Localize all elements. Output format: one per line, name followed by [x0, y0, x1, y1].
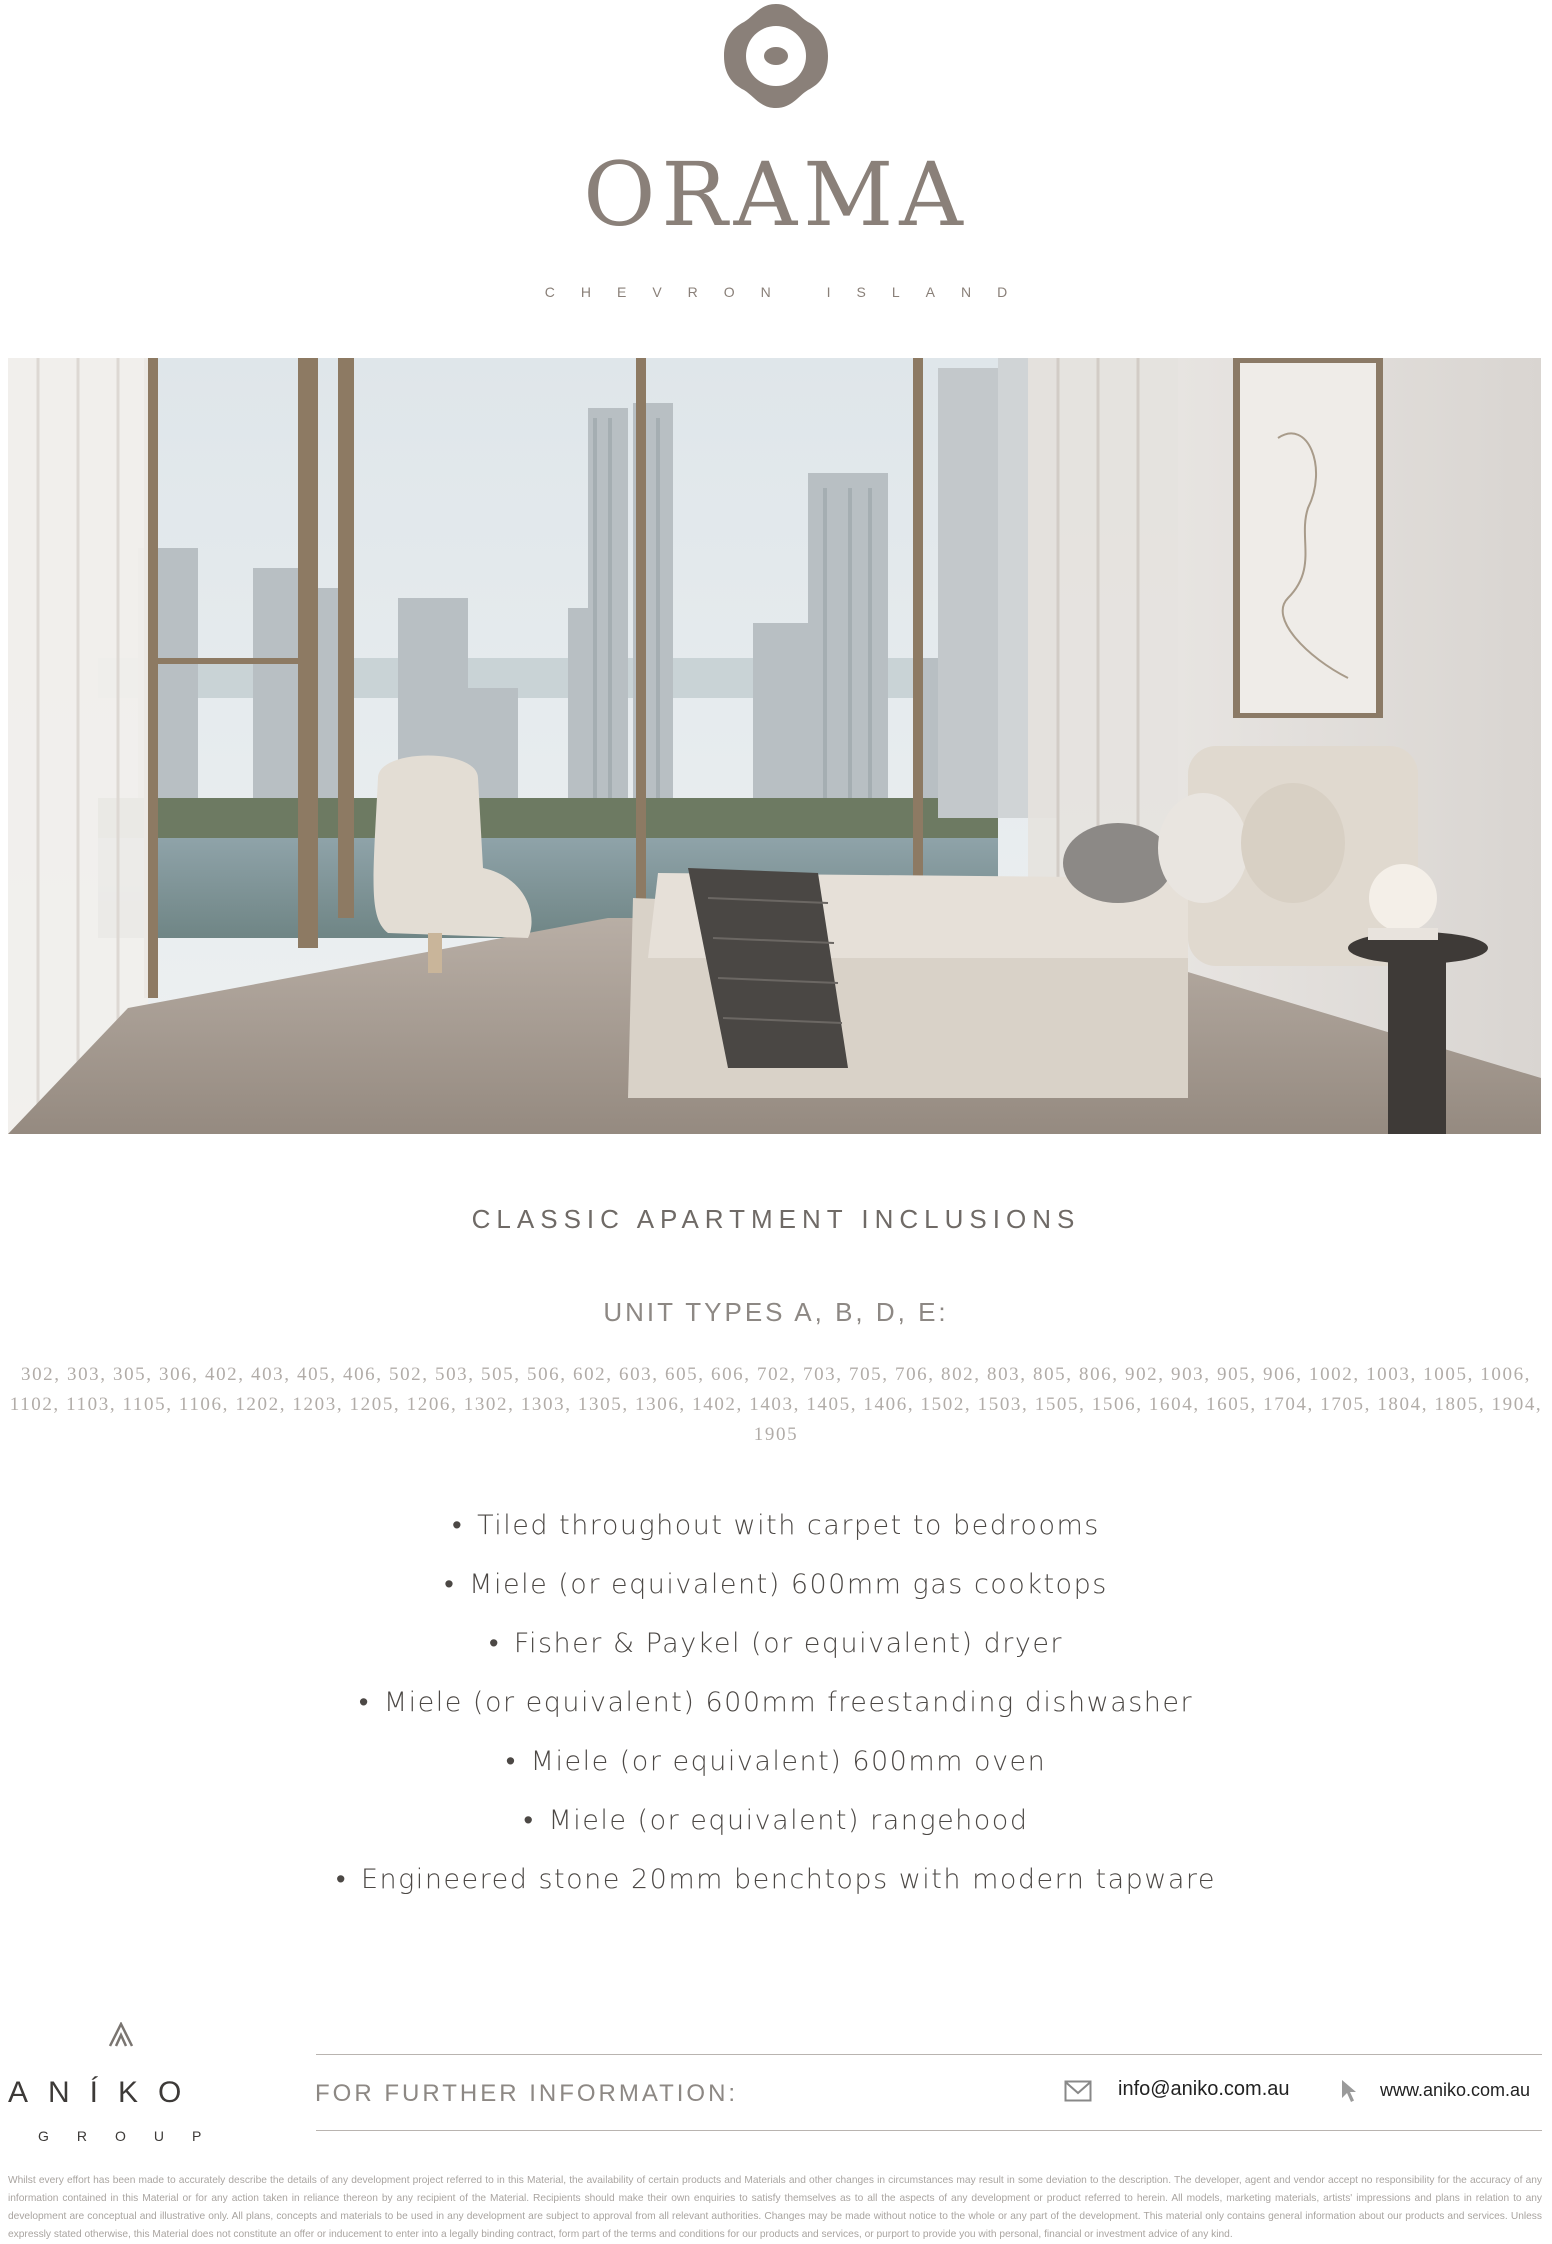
- company-subtitle: GROUP: [38, 2128, 230, 2144]
- further-info-label: FOR FURTHER INFORMATION:: [315, 2080, 739, 2107]
- cursor-arrow-icon: [1340, 2079, 1358, 2103]
- company-name: ANÍKO: [8, 2076, 202, 2109]
- envelope-icon: [1064, 2080, 1092, 2102]
- feature-item: • Miele (or equivalent) rangehood: [523, 1805, 1029, 1836]
- footer-divider-top: [316, 2054, 1542, 2055]
- inclusions-title: CLASSIC APARTMENT INCLUSIONS: [471, 1204, 1081, 1234]
- feature-item: • Tiled throughout with carpet to bedrooms: [452, 1510, 1100, 1541]
- unit-types-heading: UNIT TYPES A, B, D, E:: [603, 1297, 949, 1327]
- features-list: [0, 1496, 1552, 1909]
- feature-item: • Miele (or equivalent) 600mm gas cooktops: [444, 1569, 1108, 1600]
- brand-wordmark: ORAMA: [583, 143, 969, 246]
- hero-image: [8, 358, 1541, 1134]
- brand-subtitle: CHEVRON ISLAND: [544, 284, 1034, 300]
- aniko-logo-icon: [108, 2022, 134, 2048]
- feature-item: • Fisher & Paykel (or equivalent) dryer: [488, 1628, 1064, 1659]
- website-link[interactable]: www.aniko.com.au: [1380, 2080, 1531, 2100]
- legal-disclaimer: Whilst every effort has been made to accurately describe the details of any development project referred to in this Material, the availability of certain products and Materials and other changes in circumstances may result in some deviation to the description. The developer, agent and vendor accept no responsibility for the accuracy of any information contained in this Material or for any action taken in reliance thereon by any recipient of the Material. Recipients should make their own enquiries to satisfy themselves as to all the aspects of any development or product referred to herein. All models, marketing materials, artists' impressions and plans in relation to any development are conceptual and illustrative only. All plans, concepts and materials to be used in any development are subject to approval from all relevant authorities. Changes may be made without notice to the whole or any part of the development. This material only contains general information about our products and services. Unless expressly stated otherwise, this Material does not constitute an offer or inducement to enter into a legally binding contract, form part of the terms and conditions for our products and services, or purport to provide you with personal, financial or investment advice of any kind.: [8, 2175, 1542, 2240]
- feature-item: • Engineered stone 20mm benchtops with modern tapware: [335, 1864, 1216, 1895]
- orama-logo-icon: [716, 0, 836, 112]
- feature-item: • Miele (or equivalent) 600mm freestanding dishwasher: [358, 1687, 1194, 1718]
- unit-numbers-list: 302, 303, 305, 306, 402, 403, 405, 406, 502, 503, 505, 506, 602, 603, 605, 606, 702, 703, 705, 706, 802, 803, 805, 806, 902, 903, 905, 906, 1002, 1003, 1005, 1006, 1102, 1103, 1105, 1106, 1202, 1203, 1205, 1206, 1302, 1303, 1305, 1306, 1402, 1403, 1405, 1406, 1502, 1503, 1505, 1506, 1604, 1605, 1704, 1705, 1804, 1805, 1904, 1905: [9, 1364, 1543, 1445]
- feature-item: • Miele (or equivalent) 600mm oven: [505, 1746, 1047, 1777]
- footer-divider-bottom: [316, 2130, 1542, 2131]
- email-link[interactable]: info@aniko.com.au: [1118, 2078, 1290, 2100]
